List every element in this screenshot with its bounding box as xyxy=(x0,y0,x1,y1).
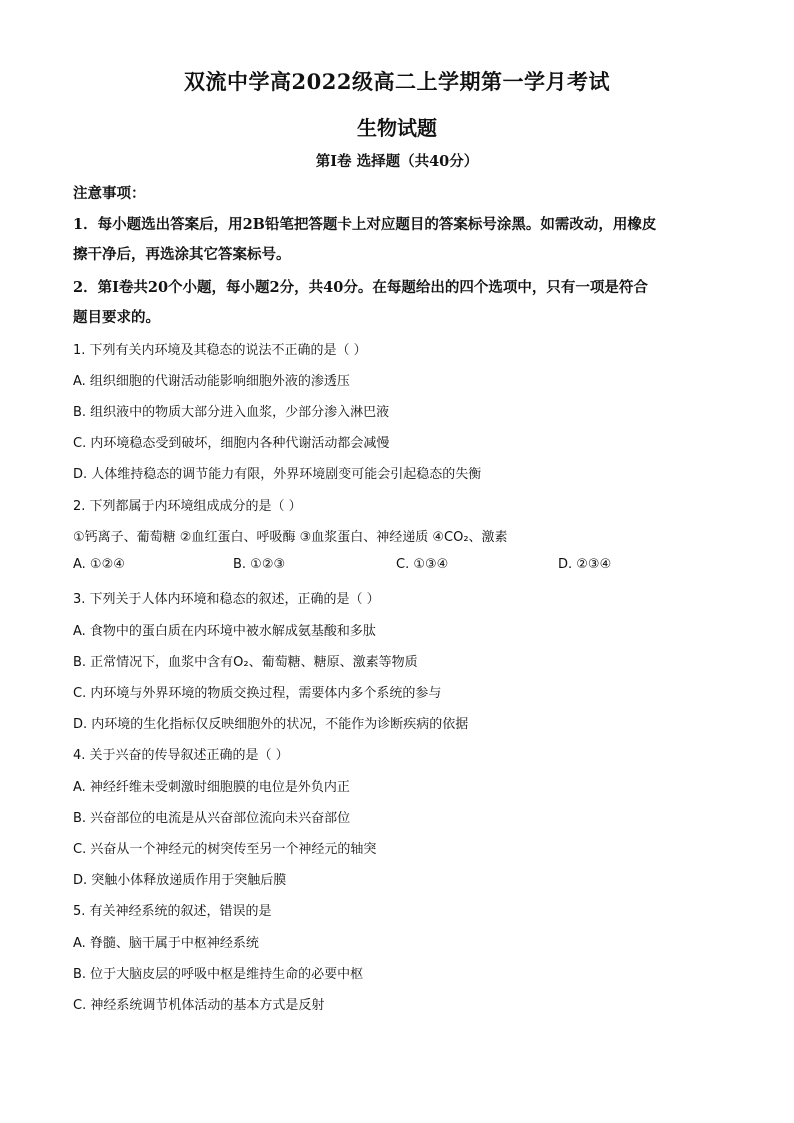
question-1-option-a: A. 组织细胞的代谢活动能影响细胞外液的渗透压 xyxy=(73,374,350,389)
note-1-line-1: 1．每小题选出答案后，用2B铅笔把答题卡上对应题目的答案标号涂黑。如需改动，用橡皮 xyxy=(73,216,657,233)
question-3-option-c: C. 内环境与外界环境的物质交换过程，需要体内多个系统的参与 xyxy=(73,686,442,701)
question-2-option-d: D. ②③④ xyxy=(558,557,612,572)
question-4-stem: 4. 关于兴奋的传导叙述正确的是（ ） xyxy=(73,748,289,763)
question-3-option-a: A. 食物中的蛋白质在内环境中被水解成氨基酸和多肽 xyxy=(73,624,376,639)
question-2-items: ①钙离子、葡萄糖 ②血红蛋白、呼吸酶 ③血浆蛋白、神经递质 ④CO₂、激素 xyxy=(73,530,508,545)
exam-title: 双流中学高2022级高二上学期第一学月考试 xyxy=(184,69,610,94)
question-5-option-b: B. 位于大脑皮层的呼吸中枢是维持生命的必要中枢 xyxy=(73,967,364,982)
question-2-option-c: C. ①③④ xyxy=(396,557,449,572)
question-5-stem: 5. 有关神经系统的叙述，错误的是 xyxy=(73,904,272,919)
question-1-option-b: B. 组织液中的物质大部分进入血浆，少部分渗入淋巴液 xyxy=(73,405,390,420)
notes-heading: 注意事项： xyxy=(73,185,146,202)
exam-subject: 生物试题 xyxy=(357,116,437,140)
question-4-option-b: B. 兴奋部位的电流是从兴奋部位流向未兴奋部位 xyxy=(73,811,351,826)
question-4-option-c: C. 兴奋从一个神经元的树突传至另一个神经元的轴突 xyxy=(73,842,377,857)
question-3-stem: 3. 下列关于人体内环境和稳态的叙述，正确的是（ ） xyxy=(73,592,380,607)
question-4-option-a: A. 神经纤维未受刺激时细胞膜的电位是外负内正 xyxy=(73,780,350,795)
question-5-option-c: C. 神经系统调节机体活动的基本方式是反射 xyxy=(73,998,325,1013)
question-1-option-c: C. 内环境稳态受到破坏，细胞内各种代谢活动都会减慢 xyxy=(73,436,390,451)
note-1-line-2: 擦干净后，再选涂其它答案标号。 xyxy=(73,246,291,263)
note-2-line-2: 题目要求的。 xyxy=(73,309,160,326)
question-1-stem: 1. 下列有关内环境及其稳态的说法不正确的是（ ） xyxy=(73,343,367,358)
question-3-option-b: B. 正常情况下，血浆中含有O₂、葡萄糖、糖原、激素等物质 xyxy=(73,655,418,670)
question-4-option-d: D. 突触小体释放递质作用于突触后膜 xyxy=(73,873,287,888)
question-2-option-a: A. ①②④ xyxy=(73,557,125,572)
note-2-line-1: 2．第I卷共20个小题，每小题2分，共40分。在每题给出的四个选项中，只有一项是符合 xyxy=(73,279,648,296)
question-2-stem: 2. 下列都属于内环境组成成分的是（ ） xyxy=(73,499,302,514)
question-1-option-d: D. 人体维持稳态的调节能力有限，外界环境剧变可能会引起稳态的失衡 xyxy=(73,467,482,482)
question-5-option-a: A. 脊髓、脑干属于中枢神经系统 xyxy=(73,936,259,951)
section-title: 第I卷 选择题（共40分） xyxy=(315,153,479,170)
question-3-option-d: D. 内环境的生化指标仅反映细胞外的状况，不能作为诊断疾病的依据 xyxy=(73,717,469,732)
question-2-option-b: B. ①②③ xyxy=(233,557,286,572)
